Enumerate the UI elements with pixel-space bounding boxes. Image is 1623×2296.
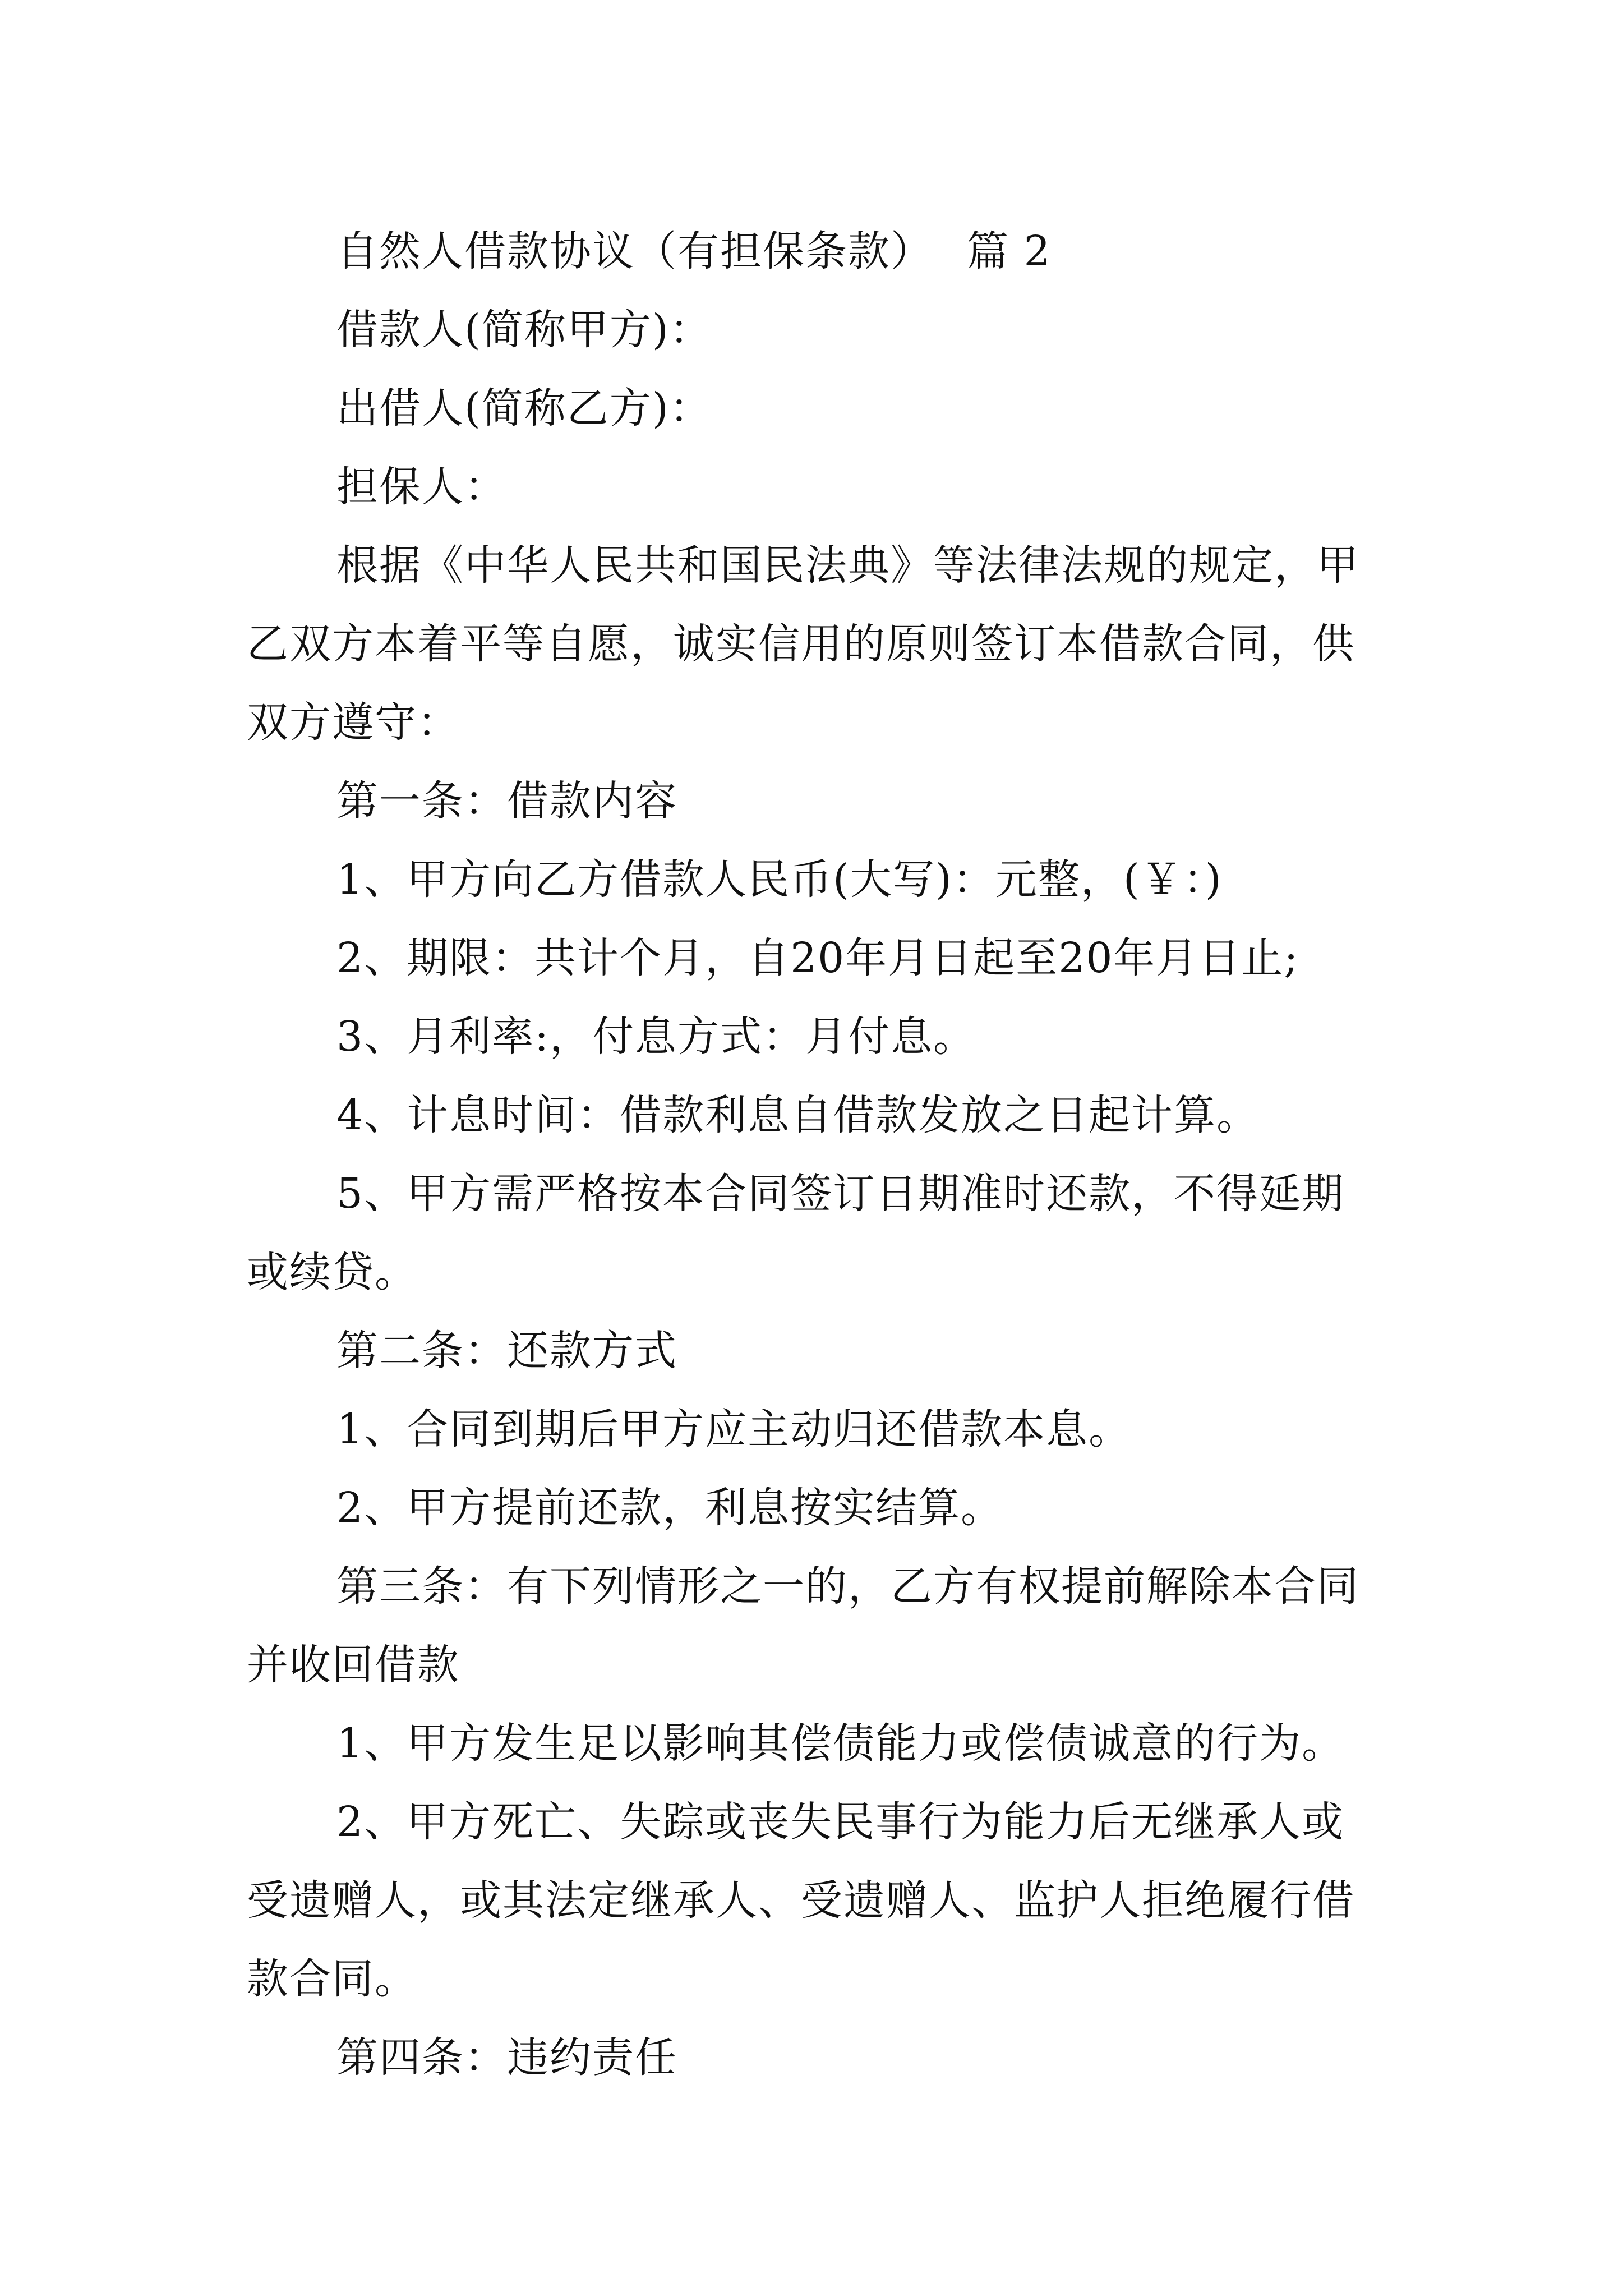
title-text: 自然人借款协议（有担保条款） (336, 227, 933, 275)
article-2-item: 1、合同到期后甲方应主动归还借款本息。 (336, 1405, 1132, 1453)
borrower-line: 借款人(简称甲方)： (336, 306, 712, 354)
article-1-item: 4、计息时间：借款利息自借款发放之日起计算。 (336, 1091, 1260, 1139)
lender-line: 出借人(简称乙方)： (336, 384, 712, 432)
document-title (247, 212, 1380, 291)
article-1-heading: 第一条：借款内容 (336, 777, 677, 825)
article-1-item: 2、期限：共计个月，自20年月日起至20年月日止; (336, 934, 1299, 982)
article-2-item: 2、甲方提前还款，利息按实结算。 (336, 1484, 1004, 1532)
document-body (247, 212, 1380, 2097)
title-suffix: 篇 2 (967, 227, 1052, 275)
article-3-item: 1、甲方发生足以影响其偿债能力或偿债诚意的行为。 (336, 1719, 1345, 1768)
article-1-item: 5、甲方需严格按本合同签订日期准时还款，不得延期或续贷。 (247, 1170, 1345, 1296)
preamble-paragraph: 根据《中华人民共和国民法典》等法律法规的规定，甲乙双方本着平等自愿，诚实信用的原则签订本借款合同，供双方遵守： (247, 541, 1359, 747)
guarantor-line: 担保人： (336, 463, 507, 511)
article-4-heading: 第四条：违约责任 (336, 2033, 677, 2082)
article-1-item: 3、月利率:，付息方式：月付息。 (336, 1013, 976, 1061)
article-3-item: 2、甲方死亡、失踪或丧失民事行为能力后无继承人或受遗赠人，或其法定继承人、受遗赠人、监护人拒绝履行借款合同。 (247, 1798, 1355, 2003)
article-1-item: 1、甲方向乙方借款人民币(大写)：元整，(￥：) (336, 855, 1223, 904)
article-3-heading: 第三条：有下列情形之一的，乙方有权提前解除本合同并收回借款 (247, 1562, 1359, 1689)
article-2-heading: 第二条：还款方式 (336, 1327, 677, 1375)
